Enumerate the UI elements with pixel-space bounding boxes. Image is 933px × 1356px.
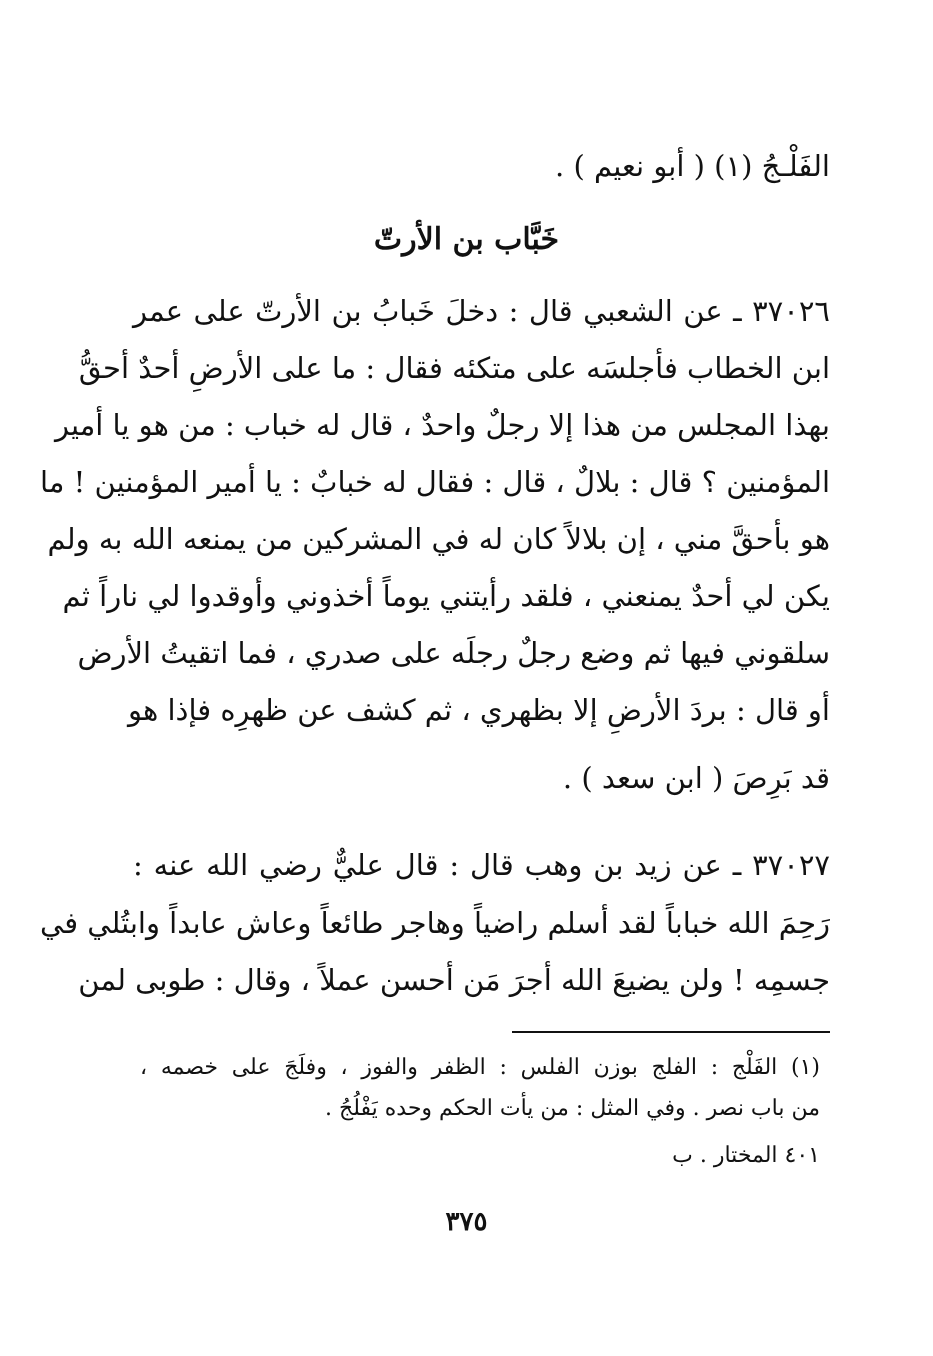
previous-hadith-ending: الفَلْـجُ (١) ( أبو نعيم ) . <box>555 149 830 183</box>
page-number: ٣٧٥ <box>445 1207 488 1237</box>
footnote-line: (١) الفَلْج : الفلج بوزن الفلس : الظفر والفوز ، وفلَجَ على خصمه ، <box>140 1055 821 1080</box>
footnote-reference: ٤٠١ المختار . ب <box>672 1143 820 1168</box>
hadith-37026-line: يكن لي أحدٌ يمنعني ، فلقد رأيتني يوماً أخذوني وأوقدوا لي ناراً ثم <box>62 579 830 613</box>
hadith-37027-line: جسمِه ! ولن يضيعَ الله أجرَ مَن أحسن عملاً ، وقال : طوبى لمن <box>78 963 830 997</box>
section-heading: خَبَّاب بن الأرتّ <box>373 222 560 257</box>
hadith-37026-line: ابن الخطاب فأجلسَه على متكئه فقال : ما على الأرضِ أحدٌ أحقُّ <box>78 351 830 385</box>
hadith-37026-line: هو بأحقَّ مني ، إن بلالاً كان له في المشركين من يمنعه الله به ولم <box>47 522 830 556</box>
footnote-line: من باب نصر . وفي المثل : من يأت الحكم وحده يَفْلُجُ . <box>325 1096 820 1121</box>
footnote-separator <box>512 1031 830 1033</box>
hadith-37026-line: المؤمنين ؟ قال : بلالٌ ، قال : فقال له خبابٌ : يا أمير المؤمنين ! ما <box>40 465 830 499</box>
hadith-37027-line: ٣٧٠٢٧ ـ عن زيد بن وهب قال : قال عليٌّ رضي الله عنه : <box>133 848 830 882</box>
hadith-37026-line: قد بَرِصَ ( ابن سعد ) . <box>562 761 830 795</box>
hadith-37026-line: بهذا المجلس من هذا إلا رجلٌ واحدٌ ، قال له خباب : من هو يا أمير <box>54 408 830 442</box>
hadith-37026-line: ٣٧٠٢٦ ـ عن الشعبي قال : دخلَ خَبابُ بن الأرتّ على عمر <box>133 294 830 328</box>
hadith-37026-line: أو قال : بردَ الأرضِ إلا بظهري ، ثم كشف عن ظهرِه فإذا هو <box>127 693 830 727</box>
hadith-37026-line: سلقوني فيها ثم وضع رجلٌ رجلَه على صدري ، فما اتقيتُ الأرض <box>77 636 830 670</box>
hadith-37027-line: رَحِمَ الله خباباً لقد أسلم راضياً وهاجر طائعاً وعاش عابداً وابتُلي في <box>40 906 830 940</box>
